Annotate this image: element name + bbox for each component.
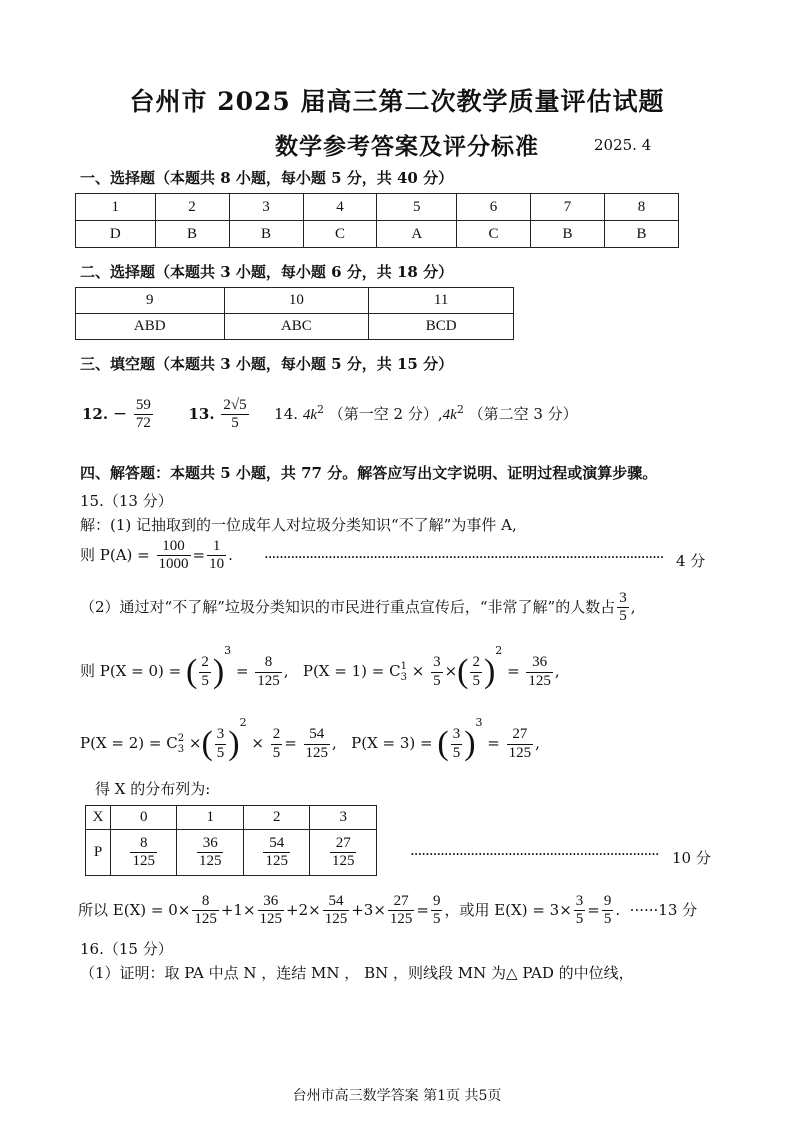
table-cell [177,830,243,876]
fraction [617,590,629,626]
score-4: 4 分 [676,552,706,570]
table-cell: B [229,221,303,248]
fill-blank-answers [82,397,578,433]
table-cell [243,830,309,876]
table-cell: 3 [310,806,377,830]
table-cell: 5 [377,194,457,221]
q14-label: 14. [274,404,299,423]
table-cell [111,830,177,876]
table-cell: C [303,221,377,248]
table-cell: D [76,221,156,248]
expectation-line: 所以 E(X) = 0× $\frac{8}{125}$ +1× $\frac{36}{125}$ +2× $\frac{54}{125}$ +3× $\frac{27}{125}$ = $\frac{9}{5}$ ，或用 E(X) = 3× $\frac{3}{5}$ = $\frac{9}{5}$ . ······13 分 [78,893,698,928]
px0-label: 则 P(X = 0) = [80,662,182,680]
fraction-denominator: 5 [619,608,627,625]
fraction-numerator: 1 [207,538,226,556]
q14-note-2: （第二空 3 分） [468,404,578,423]
q12-fraction [134,397,153,433]
date: 2025. 4 [594,136,652,154]
fraction-numerator: 8 [130,835,157,853]
table-cell: ABC [224,314,369,340]
table-1-number-row [76,194,679,221]
table-cell: ABD [76,314,225,340]
table-cell: A [377,221,457,248]
problem-15-line-1: 解：(1) 记抽取到的一位成年人对垃圾分类知识“不了解”为事件 A, [80,516,517,534]
px2-label: P(X = 2) = C [80,734,178,752]
table-cell: 11 [369,288,514,314]
fraction-denominator: 10 [209,556,225,573]
q12-label: 12. [82,404,109,423]
problem-16-line-1: （1）证明：取 PA 中点 N ，连结 MN ， BN ，则线段 MN 为△ PAD 的中位线， [80,964,634,982]
exponent: 2 [456,402,464,416]
fraction-numerator: 59 [134,397,153,415]
table-1-answer-row [76,221,679,248]
problem-15-line-4: 则 P(X = 0) = ( $\frac{2}{5}$ )$^3$ = $\frac{8}{125}$ , P(X = 1) = C 1 3 × $\frac{3}{5}$ ×( $\frac{2}{5}$ )$^2$ = $\frac{36}{125}$ , [80,644,560,690]
distribution-p-row [86,830,377,876]
fraction-denominator: 5 [231,415,239,432]
table-cell: C [457,221,531,248]
exponent: 2 [316,402,324,416]
table-cell: B [604,221,678,248]
table-cell: 7 [531,194,605,221]
distribution-table [85,805,377,876]
fraction-denominator: 125 [132,853,155,869]
table-cell: B [155,221,229,248]
expectation-alt: ，或用 E(X) = 3× [444,900,572,919]
problem-15-line-3: （2）通过对“不了解”垃圾分类知识的市民进行重点宣传后，“非常了解”的人数占 $\frac{3}{5}$ , [80,590,636,625]
table-cell: 6 [457,194,531,221]
fraction-denominator: 72 [135,415,151,432]
fraction-denominator: 125 [265,853,288,869]
problem-15-line-2: 则 P(A) = $\frac{100}{1000}$ = $\frac{1}{10}$ . [80,538,233,573]
px1-label: P(X = 1) = C [302,662,401,680]
distribution-x-row [86,806,377,830]
fraction-numerator: 27 [330,835,357,853]
table-cell: 8 [604,194,678,221]
table-cell: 10 [224,288,369,314]
fraction-denominator: 125 [331,853,355,869]
fraction [157,538,191,574]
expectation-prefix: 所以 E(X) = 0× [78,900,191,919]
q13-fraction [221,397,248,433]
score-10: 10 分 [672,849,711,867]
problem-16-heading: 16.（15 分） [80,940,173,958]
separator: , [437,404,443,423]
table-cell: 2 [243,806,309,830]
score-leader: ·································································· 10 分 [410,845,711,867]
answer-table-2 [75,287,514,340]
table-cell: X [86,806,111,830]
table-cell: 1 [76,194,156,221]
section-3-heading: 三、填空题（本题共 3 小题，每小题 5 分，共 15 分） [80,355,454,373]
fraction-numerator: 36 [197,835,224,853]
q14-answer-2: 4k [442,406,457,423]
section-4-heading: 四、解答题：本题共 5 小题，共 77 分。解答应写出文字说明、证明过程或演算步骤。 [80,464,658,482]
table-cell: 2 [155,194,229,221]
prob-expression: 则 P(A) = [80,545,150,564]
table-cell: 3 [229,194,303,221]
fraction-numerator: 100 [157,538,191,556]
fraction-denominator: 1000 [158,556,189,573]
answer-table-1 [75,193,679,248]
table-cell: 1 [177,806,243,830]
problem-15-line-5: P(X = 2) = C 2 3 ×( $\frac{3}{5}$ )$^2$ × $\frac{2}{5}$ = $\frac{54}{125}$ , P(X = 3) = ( $\frac{3}{5}$ )$^3$ = $\frac{27}{125}$ , [80,716,540,762]
part-2-text: （2）通过对“不了解”垃圾分类知识的市民进行重点宣传后，“非常了解”的人数占 [80,597,616,616]
fraction-numerator: 54 [263,835,290,853]
page-title: 台州市 2025 届高三第二次教学质量评估试题 [129,87,665,116]
problem-15-heading: 15.（13 分） [80,492,173,510]
fraction-numerator: 3 [617,590,629,608]
section-2-heading: 二、选择题（本题共 3 小题，每小题 6 分，共 18 分） [80,263,454,281]
table-cell: P [86,830,111,876]
section-1-heading: 一、选择题（本题共 8 小题，每小题 5 分，共 40 分） [80,169,454,187]
table-cell: 0 [111,806,177,830]
table-cell: B [531,221,605,248]
score-leader: ·········································································································· 4 分 [264,548,706,570]
table-cell: BCD [369,314,514,340]
table-2-answer-row [76,314,514,340]
page-subtitle: 数学参考答案及评分标准 [275,133,539,160]
px3-label: P(X = 3) = [351,734,433,752]
fraction-numerator: 2√5 [221,397,248,415]
table-cell: 4 [303,194,377,221]
q14-note-1: （第一空 2 分） [328,404,438,423]
fraction [207,538,226,574]
table-2-number-row [76,288,514,314]
page-footer: 台州市高三数学答案 第1页 共5页 [292,1088,502,1104]
score-13: 13 分 [658,900,698,919]
q14-answer-1: 4k [302,406,317,423]
q13-label: 13. [188,404,215,423]
table-cell: 9 [76,288,225,314]
fraction-denominator: 125 [198,853,222,869]
q12-sign: − [112,403,128,424]
distribution-label: 得 X 的分布列为: [95,780,211,798]
table-cell [310,830,377,876]
